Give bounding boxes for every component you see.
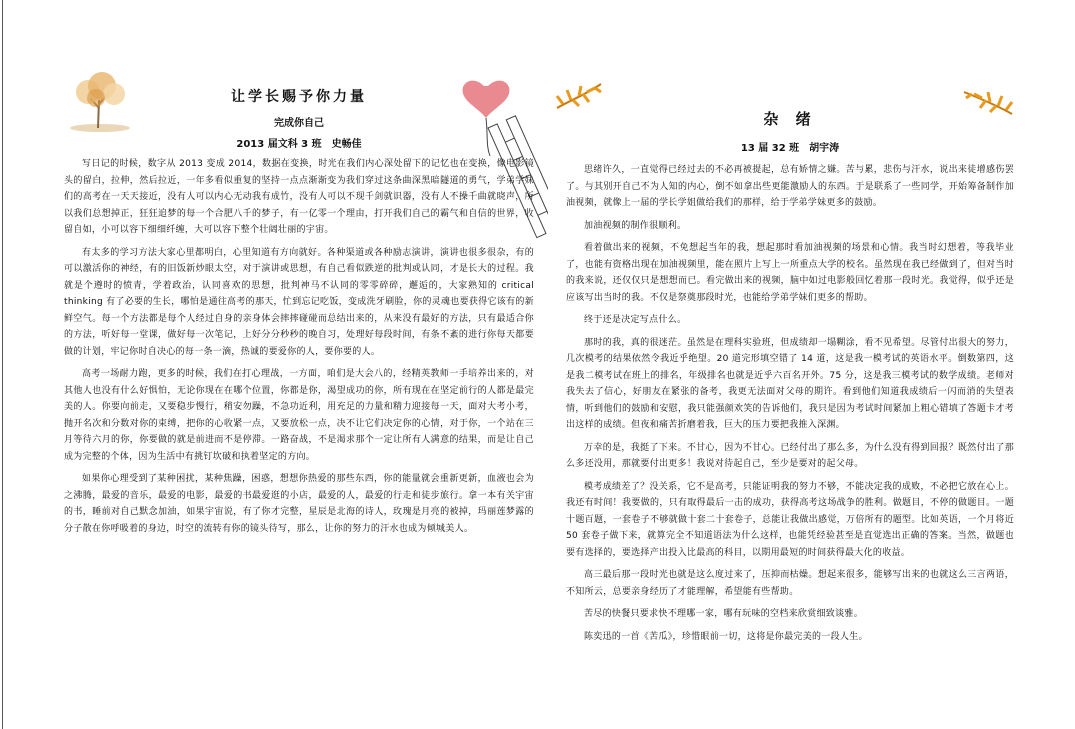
left-paragraph: 有太多的学习方法大家心里都明白，心里知道有方向就好。各种渠道或各种励志演讲，演讲也很多很杂，有的可以激活你的神经，有的旧饭新炒眼太空，对于演讲或思想，有自己看似跌逆的批判或认同，才是长大的过程。我就是个遵时的愤青，学着政治，认同喜欢的思想，批判神马不认同的零零碎碎，邂逅的，大家熟知的 critical thinking 有了必要的生长，哪怕是通往高考的那天，忙到忘记吃饭，变成洗牙刷脸，你的灵魂也要获得它该有的新鲜空气。每一个方法都是每个人经过自身的亲身体会摔摔碰碰而总结出来的，从来没有最好的方法，只有最适合你的方法，听好每一堂课，做好每一次笔记，上好分分秒秒的晚自习，处理好每段时间，有条不紊的进行你每天都要做的计划，牢记你时自决心的每一条一滴，热诚的要爱你的人，要你要的人。 — [64, 247, 534, 357]
left-article-byline: 2013 届文科 3 班 史畅佳 — [236, 139, 362, 150]
page-edge-line — [2, 0, 3, 729]
right-paragraph: 那时的我，真的很迷茫。虽然是在理科实验班，但成绩却一塌糊涂，看不见希望。尽管付出很大的努力，几次模考的结果依然令我近乎绝望。20 道完形填空错了 14 道，这是我一模考试的英语水平。倒数第四，这是我二模考试在班上的排名，年级排名也就是近乎六百名开外。75 分，这是我三模考试的数学成绩。老师对我失去了信心，好朋友在紧张的备考，我更无法面对父母的期许。看到他们知道我成绩后一闪而消的失望表情，听到他们的鼓励和安慰，我只能强颜欢笑的告诉他们，我只是因为考试时间紧加上粗心错填了答题卡才考出这样的成绩。但夜和痛苦折磨着我，巨大的压力要把我推入深渊。 — [566, 337, 1014, 430]
left-article-title: 让学长赐予你力量 — [231, 89, 367, 105]
right-paragraph: 看着做出来的视频，不免想起当年的我，想起那时看加油视频的场景和心情。我当时幻想着，等我毕业了，也能有资格出现在加油视频里，能在照片上写上一所重点大学的校名。虽然现在我已经做到了，但对当时的我来说，还仅仅只是想想而已。看完做出来的视频，脑中如过电影般回忆着那一段时光。我觉得，似乎还是应该写出当时的我。不仅是祭奠那段时光，也能给学弟学妹们更多的帮助。 — [566, 243, 1014, 303]
left-paragraph: 写日记的时候，数字从 2013 变成 2014，数据在变换，时光在我们内心深处留下的记忆也在变换，像电影镜头的留白，拉伸，然后拉近，一年多看似重复的坚持一点点渐渐变为我们穿过这条曲深黑暗隧道的勇气，学弟学妹们的高考在一天天接近，没有人可以内心无动我有成竹，没有人可以不现千剑就识器，没有人不操千曲就晓声，所以我们总想掉正，狂狂追梦的每一个合肥八千的梦子，有一亿零一个理由，打开我们自己的霸气和自信的世界，收留自如，小可以容下细细纤缠，大可以容下整个壮阔壮丽的宇宙。 — [64, 159, 534, 235]
left-article — [64, 78, 534, 543]
left-paragraph: 如果你心理受到了某种困扰，某种焦躁，困惑，想想你热爱的那些东西，你的能量就会重新更新，血液也会为之沸腾，最爱的音乐，最爱的电影，最爱的书最爱逛的小店，最爱的人，最爱的行走和徒步旅行。拿一本有关宇宙的书，睡前对自己默念加油，如果宇宙说，有了你才完整，星辰是北海的诗人，玫瑰是月亮的被掉，玛丽莲梦露的分子散在你呼吸着的身边，时空的流转有你的镜头待写，那么，让你的努力的汗水也成为倾城美人。 — [64, 474, 534, 534]
right-paragraph: 终于还是决定写点什么。 — [584, 315, 687, 325]
right-article — [566, 78, 1014, 651]
right-article-byline: 13 届 32 班 胡宇涛 — [740, 143, 840, 154]
right-paragraph: 模考成绩差了？没关系，它不是高考，只能证明我的努力不够，不能决定我的成败，不必把它放在心上。我还有时间！我要做的，只有取得最后一击的成功，获得高考这场战争的胜利。做题目，不停的做题目。一题十题百题，一套卷子不够就做十套二十套卷子，总能让我做出感觉，万倍所有的题型。比如英语，一个月将近 50 套卷子做下来，就算完全不知道语法为什么这样，也能凭经验甚至是直觉选出正确的答案。当然，做题也要有选择的，要选择产出投入比最高的科目，以期用最短的时间获得最大化的收益。 — [566, 481, 1014, 558]
right-paragraph: 高三最后那一段时光也就是这么度过来了，压抑而枯燥。想起来很多，能够写出来的也就这么三言两语，不知所云，总要亲身经历了才能理解，希望能有些帮助。 — [566, 570, 1014, 597]
right-paragraph: 加油视频的制作很顺利。 — [584, 220, 687, 231]
right-paragraph: 陈奕迅的一首《苦瓜》，珍惜眼前一切，这将是你最完美的一段人生。 — [584, 631, 868, 642]
right-paragraph: 思绪许久，一直觉得已经过去的不必再被提起，总有娇情之嫌。苦与累，悲伤与汗水，说出来徒增感伤罢了。与其别开自己不为人知的内心，倒不如拿出些更能激励人的东西。于是联系了一些同学，开始筹备制作加油视频，就像上一届的学长学姐做给我们的那样，给于学弟学妹更多的鼓励。 — [566, 165, 1014, 208]
left-paragraph: 高考一场耐力跑，更多的时候，我们在打心理战，一方面，咱们是大会八的，经精英教师一手培养出来的，对其他人也没有什么好惧怕，无论你现在在哪个位置，你都是你，渴望成功的你，所有现在在坚定前行的人都是最完美的人。你要向前走，又要稳步慢行，稍安勿躁，不急功近利，用充足的力量和精力迎接每一天，面对大考小考，抛开名次和分数对你的束缚，把你的心收紧一点，又要放松一点，决不让它们决定你的心情，对于你，一个站在三月等待六月的你，你要做的就是前进而不是停滞。一路奋战，不是渴求那个一定让所有人满意的结果，而是让自己成为完整的个体，因为生活中有挑钉坎破和执着坚定的方向。 — [64, 369, 534, 462]
left-article-subtitle: 完成你自己 — [274, 118, 324, 129]
right-article-title: 杂 绪 — [763, 110, 817, 128]
right-paragraph: 苦尽的快餐只要求快不理哪一家，哪有玩味的空档来欣赏细致谈雅。 — [584, 609, 864, 619]
right-paragraph: 万幸的是，我挺了下来。不甘心，因为不甘心。已经付出了那么多，为什么没有得到回报？既然付出了那么多还没用，那就要付出更多！我说对待起自己，至少是要对的起父母。 — [566, 442, 1014, 469]
